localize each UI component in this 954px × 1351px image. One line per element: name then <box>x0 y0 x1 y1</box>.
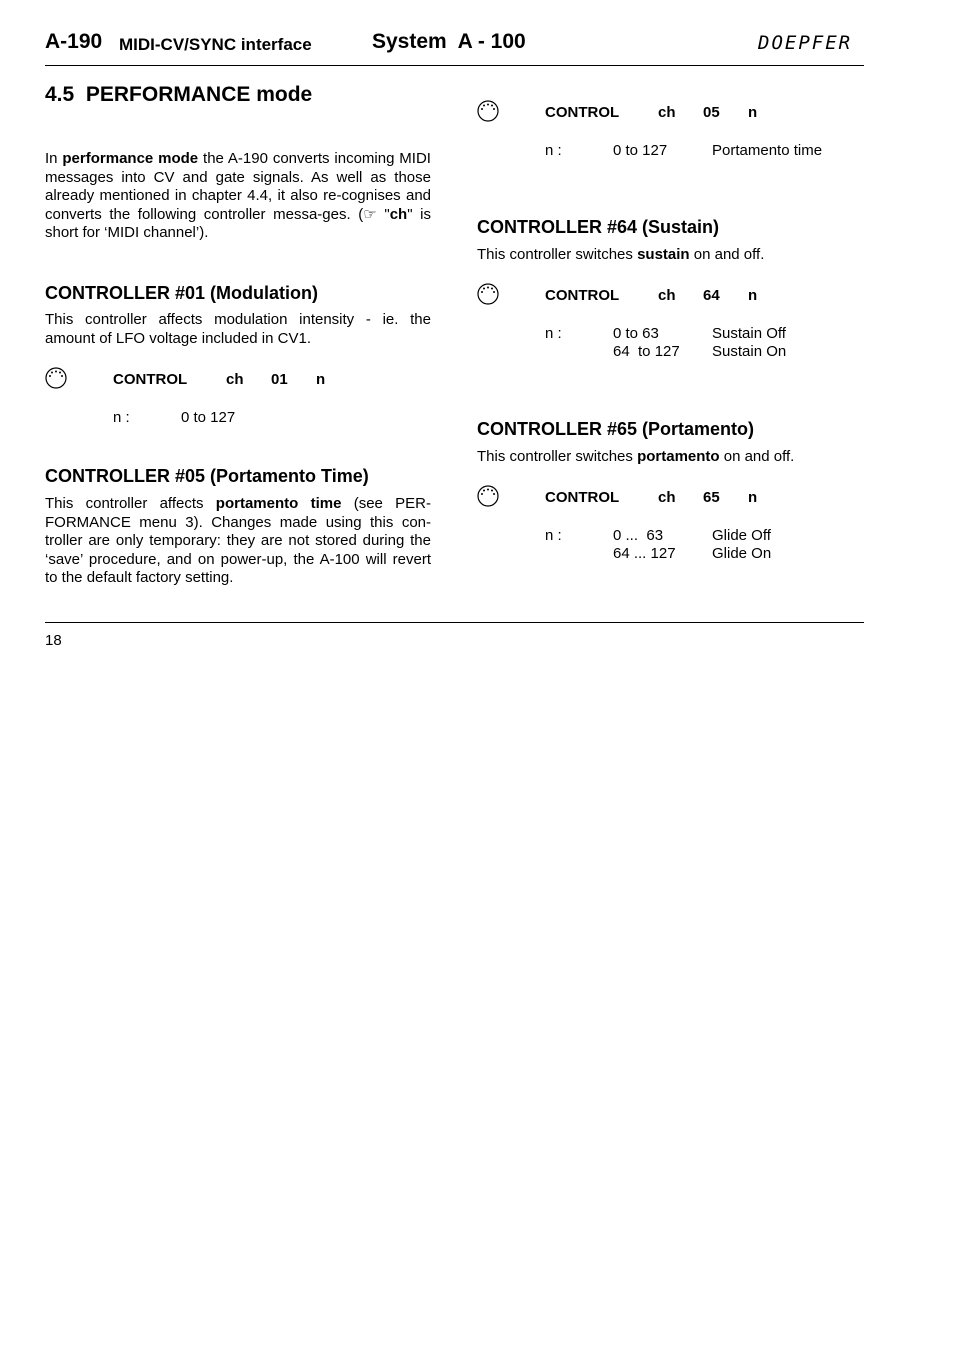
page-number: 18 <box>45 632 62 649</box>
midi-connector-icon <box>477 100 499 122</box>
ctrl65-n-key: n : <box>545 527 562 544</box>
ctrl65-control-label: CONTROL <box>545 489 620 506</box>
midi-connector-icon <box>477 485 499 507</box>
ctrl05-text-1: This controller affects <box>45 495 216 512</box>
ctrl05-range: 0 to 127 <box>613 142 668 159</box>
ctrl01-heading: CONTROLLER #01 (Modulation) <box>45 283 318 303</box>
ctrl64-range-1: 0 to 63 <box>613 325 659 342</box>
intro-bold-2: ch <box>389 205 408 223</box>
ctrl64-ch-label: ch <box>658 287 676 304</box>
ctrl05-number: 05 <box>703 104 720 121</box>
ctrl05-description <box>45 495 431 588</box>
intro-paragraph <box>45 150 431 243</box>
ctrl65-ch-label: ch <box>658 489 676 506</box>
ctrl64-range-2: 64 to 127 <box>613 343 680 360</box>
ctrl01-n-key: n : <box>113 409 130 426</box>
ctrl05-ch-label: ch <box>658 104 676 121</box>
ctrl64-bold: sustain <box>637 246 690 263</box>
ctrl05-n-label: n <box>748 104 758 121</box>
module-subtitle: MIDI-CV/SYNC interface <box>119 35 312 54</box>
ctrl65-meaning-2: Glide On <box>712 545 772 562</box>
ctrl64-control-label: CONTROL <box>545 287 620 304</box>
ctrl65-range-1: 0 ... 63 <box>613 527 664 544</box>
ctrl65-number: 65 <box>703 489 720 506</box>
system-title: System A - 100 <box>372 30 526 53</box>
ctrl05-meaning: Portamento time <box>712 142 823 159</box>
midi-connector-icon <box>477 283 499 305</box>
ctrl01-range: 0 to 127 <box>181 409 236 426</box>
intro-bold-1: performance mode <box>62 150 199 167</box>
ctrl64-n-key: n : <box>545 325 562 342</box>
ctrl65-text-2: on and off. <box>719 448 795 465</box>
ctrl64-text-2: on and off. <box>689 246 765 263</box>
brand-logo: DOEPFER <box>758 32 853 54</box>
ctrl65-n-label: n <box>748 489 758 506</box>
model-name: A-190 <box>45 30 103 53</box>
ctrl05-heading: CONTROLLER #05 (Portamento Time) <box>45 466 369 486</box>
ctrl65-meaning-1: Glide Off <box>712 527 771 544</box>
ctrl65-description <box>477 448 794 467</box>
midi-connector-icon <box>45 367 67 389</box>
ctrl01-number: 01 <box>271 371 288 388</box>
ctrl64-n-label: n <box>748 287 758 304</box>
ctrl64-number: 64 <box>703 287 720 304</box>
ctrl64-meaning-1: Sustain Off <box>712 325 786 342</box>
pointing-hand-icon: ☞ <box>363 205 377 223</box>
header-divider <box>45 65 864 66</box>
ctrl64-text-1: This controller switches <box>477 246 638 263</box>
ctrl01-n-label: n <box>316 371 326 388</box>
ctrl01-control-label: CONTROL <box>113 371 188 388</box>
ctrl01-ch-label: ch <box>226 371 244 388</box>
intro-text-1: In <box>45 150 63 167</box>
section-title: 4.5 PERFORMANCE mode <box>45 83 313 106</box>
ctrl05-control-label: CONTROL <box>545 104 620 121</box>
ctrl65-heading: CONTROLLER #65 (Portamento) <box>477 419 755 439</box>
intro-text-3: " <box>376 205 390 223</box>
intro-text-4: " is short for ‘MIDI channel’). <box>45 205 432 242</box>
ctrl65-text-1: This controller switches <box>477 448 638 465</box>
ctrl65-bold: portamento <box>637 448 720 465</box>
ctrl01-description: This controller affects modulation intensity - ie. the amount of LFO voltage included in CV1. <box>45 311 431 347</box>
ctrl64-description <box>477 246 764 265</box>
ctrl05-n-key: n : <box>545 142 562 159</box>
ctrl64-meaning-2: Sustain On <box>712 343 787 360</box>
ctrl05-bold: portamento time <box>215 495 342 512</box>
ctrl65-range-2: 64 ... 127 <box>613 545 676 562</box>
footer-divider <box>45 622 864 623</box>
intro-text-2: the A-190 converts incoming MIDI messages into CV and gate signals. As well as those already mentioned in chapter 4.4, it also re-cognises and converts the following controller messa-ges. ( <box>45 150 431 223</box>
ctrl64-heading: CONTROLLER #64 (Sustain) <box>477 217 720 237</box>
ctrl05-text-2: (see PER-FORMANCE menu 3). Changes made using this con-troller are only temporary: they are not stored during the ‘save’ procedure, and on power-up, the A-100 will revert to the default factory setting. <box>45 495 431 587</box>
